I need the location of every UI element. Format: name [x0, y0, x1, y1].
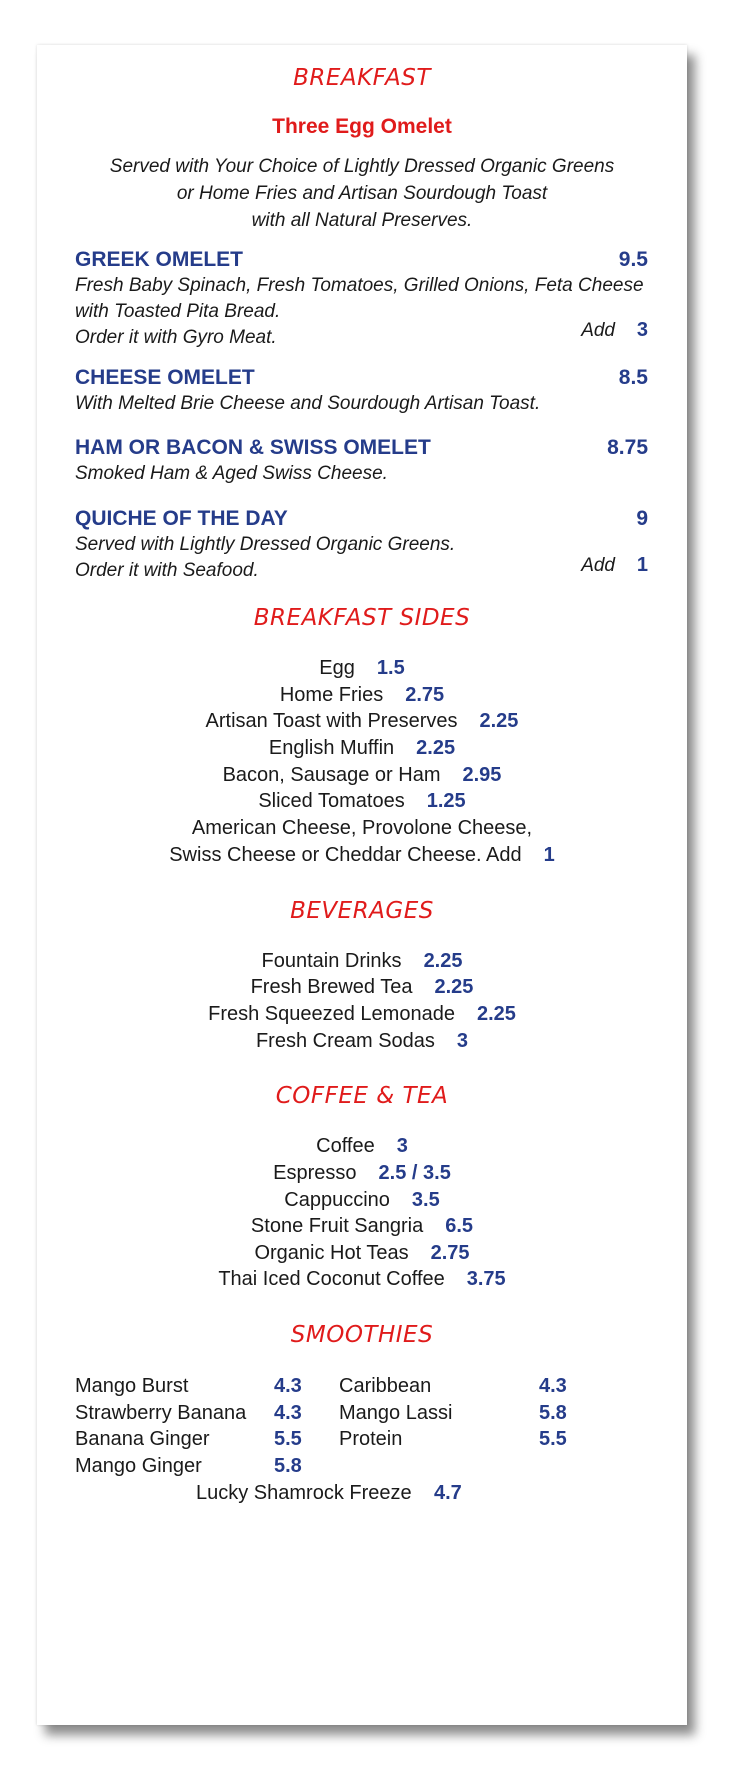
list-item: [37, 710, 687, 733]
desc-line: Served with Lightly Dressed Organic Greens.: [75, 534, 456, 555]
menu-item-title: GREEK OMELET: [75, 248, 244, 271]
item-name: Fresh Brewed Tea: [250, 976, 413, 998]
desc-line: Smoked Ham & Aged Swiss Cheese.: [75, 463, 388, 484]
smoothie-name: Banana Ginger: [75, 1428, 210, 1450]
smoothie-name: Lucky Shamrock Freeze: [196, 1482, 412, 1504]
item-price: 3: [456, 1030, 469, 1052]
list-item: [37, 1242, 687, 1265]
smoothie-name: Strawberry Banana: [75, 1402, 247, 1424]
desc-line: Order it with Seafood.: [75, 560, 259, 581]
add-on-price: 3: [636, 319, 648, 341]
list-item: [37, 1030, 687, 1053]
list-item: [37, 657, 687, 680]
item-price: 1.5: [376, 657, 405, 679]
item-name: Sliced Tomatoes: [258, 790, 405, 812]
item-name: Fountain Drinks: [261, 950, 402, 972]
intro-line: with all Natural Preserves.: [251, 210, 473, 231]
menu-item-description: [75, 391, 655, 417]
menu-item-title: HAM OR BACON & SWISS OMELET: [75, 436, 431, 459]
smoothie-price: 5.5: [274, 1428, 302, 1450]
menu-item-price: 8.5: [618, 366, 648, 389]
smoothie-price: 4.3: [274, 1375, 302, 1397]
desc-line: Order it with Gyro Meat.: [75, 327, 277, 348]
smoothie-name: Caribbean: [339, 1375, 432, 1397]
item-price: 2.25: [476, 1003, 516, 1025]
list-item: [37, 1189, 687, 1212]
menu-item-description: [75, 532, 655, 584]
list-item: [37, 764, 687, 787]
list-item: [37, 817, 687, 840]
list-item: [37, 684, 687, 707]
item-name: Home Fries: [279, 684, 384, 706]
list-item: [37, 976, 687, 999]
breakfast-heading: BREAKFAST: [293, 65, 431, 91]
menu-item-price: 9: [636, 507, 648, 530]
item-name: Stone Fruit Sangria: [250, 1215, 424, 1237]
item-name: Thai Iced Coconut Coffee: [218, 1268, 445, 1290]
item-name: Cappuccino: [284, 1189, 390, 1211]
smoothies-heading: SMOOTHIES: [290, 1322, 434, 1348]
menu-item-description: [75, 273, 655, 351]
breakfast-intro: [37, 153, 687, 234]
smoothie-price: 5.5: [539, 1428, 567, 1450]
item-name: Bacon, Sausage or Ham: [222, 764, 441, 786]
item-price: 1.25: [426, 790, 466, 812]
list-item: [37, 790, 687, 813]
item-name: Artisan Toast with Preserves: [205, 710, 458, 732]
list-item: [37, 1135, 687, 1158]
item-name: Fresh Cream Sodas: [255, 1030, 435, 1052]
intro-line: Served with Your Choice of Lightly Dressed Organic Greens: [109, 156, 615, 177]
item-price: 3: [396, 1135, 408, 1157]
list-item: [37, 1268, 687, 1291]
menu-item-price: 9.5: [618, 248, 648, 271]
item-price: 2.25: [423, 950, 463, 972]
item-price: 2.95: [462, 764, 502, 786]
list-item: [37, 1003, 687, 1026]
item-name: Coffee: [316, 1135, 375, 1157]
item-name: Organic Hot Teas: [254, 1242, 409, 1264]
list-item: [37, 844, 687, 867]
item-price: 3.5: [411, 1189, 440, 1211]
coffee-heading: COFFEE & TEA: [275, 1083, 449, 1109]
item-price: 6.5: [445, 1215, 474, 1237]
item-price: 1: [543, 844, 555, 866]
item-name: Espresso: [273, 1162, 357, 1184]
smoothie-name: Mango Lassi: [339, 1402, 453, 1424]
sides-heading: BREAKFAST SIDES: [253, 605, 471, 631]
menu-card: [37, 45, 687, 1725]
item-price: 2.25: [416, 737, 456, 759]
smoothie-name: Mango Ginger: [75, 1455, 202, 1477]
omelet-subheading: Three Egg Omelet: [272, 115, 452, 138]
menu-item-title: QUICHE OF THE DAY: [75, 507, 288, 530]
smoothie-name: Protein: [339, 1428, 403, 1450]
list-item: [37, 1162, 687, 1185]
item-name: American Cheese, Provolone Cheese,: [191, 817, 533, 839]
smoothie-price: 5.8: [274, 1455, 302, 1477]
item-name: English Muffin: [268, 737, 395, 759]
desc-line: with Toasted Pita Bread.: [75, 301, 281, 322]
smoothie-price: 5.8: [539, 1402, 567, 1424]
item-price: 3.75: [466, 1268, 506, 1290]
smoothie-name: Mango Burst: [75, 1375, 189, 1397]
item-price: 2.75: [405, 684, 445, 706]
add-on-label: Add: [581, 320, 615, 341]
smoothie-price: 4.3: [539, 1375, 567, 1397]
smoothie-price: 4.7: [434, 1482, 462, 1504]
intro-line: or Home Fries and Artisan Sourdough Toast: [176, 183, 548, 204]
add-on-price: 1: [636, 554, 648, 576]
item-name: Swiss Cheese or Cheddar Cheese. Add: [169, 844, 522, 866]
list-item: [37, 950, 687, 973]
desc-line: With Melted Brie Cheese and Sourdough Artisan Toast.: [75, 393, 541, 414]
beverages-heading: BEVERAGES: [290, 898, 434, 924]
smoothie-price: 4.3: [274, 1402, 302, 1424]
item-price: 2.25: [434, 976, 474, 998]
menu-item-description: [75, 461, 655, 487]
menu-item-title: CHEESE OMELET: [75, 366, 255, 389]
item-price: 2.75: [430, 1242, 470, 1264]
menu-item-price: 8.75: [607, 436, 648, 459]
list-item: [37, 737, 687, 760]
item-name: Egg: [319, 657, 355, 679]
list-item: [37, 1215, 687, 1238]
item-price: 2.5 / 3.5: [378, 1162, 451, 1184]
add-on-label: Add: [581, 555, 615, 576]
item-name: Fresh Squeezed Lemonade: [208, 1003, 455, 1025]
item-price: 2.25: [479, 710, 519, 732]
desc-line: Fresh Baby Spinach, Fresh Tomatoes, Grilled Onions, Feta Cheese: [75, 275, 644, 296]
